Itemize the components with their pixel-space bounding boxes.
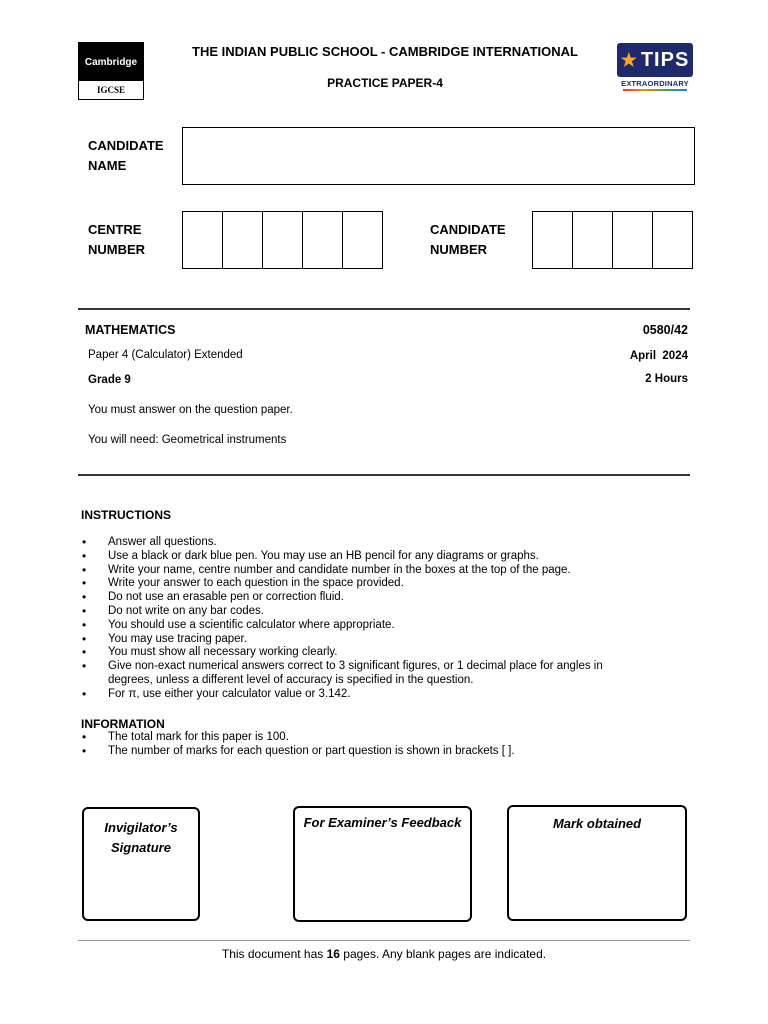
- paper-title: PRACTICE PAPER-4: [327, 76, 443, 90]
- equipment-note: You will need: Geometrical instruments: [88, 434, 287, 446]
- cambridge-logo-text: Cambridge: [79, 43, 143, 81]
- candidate-name-label: CANDIDATE NAME: [88, 138, 164, 173]
- candidate-number-cell[interactable]: [532, 211, 573, 269]
- tips-logo: [617, 43, 693, 93]
- igcse-logo-text: IGCSE: [96, 85, 125, 95]
- instruction-item: • Do not use an erasable pen or correction fluid.: [82, 591, 642, 605]
- invigilator-label: Invigilator’s: [104, 820, 178, 835]
- tips-logo-text: TIPS: [640, 48, 690, 71]
- instruction-item: • You must show all necessary working clearly.: [82, 646, 642, 660]
- instruction-item: • Write your answer to each question in the space provided.: [82, 577, 642, 591]
- candidate-number-cell[interactable]: [572, 211, 613, 269]
- cambridge-logo: [78, 42, 144, 100]
- mark-obtained-label: Mark obtained: [552, 816, 642, 831]
- examiner-feedback-box[interactable]: [293, 806, 472, 922]
- answer-note: You must answer on the question paper.: [88, 404, 293, 416]
- centre-number-cell[interactable]: [222, 211, 263, 269]
- exam-year: 2024: [662, 350, 688, 362]
- centre-number-label: CENTRE NUMBER: [88, 222, 146, 257]
- instruction-item: • You should use a scientific calculator where appropriate.: [82, 619, 642, 633]
- information-item: • The number of marks for each question or part question is shown in brackets [ ].: [82, 745, 642, 759]
- paper-description: Paper 4 (Calculator) Extended: [88, 349, 243, 361]
- signature-label: Signature: [111, 840, 171, 855]
- tips-color-bar: [623, 89, 687, 91]
- school-title: THE INDIAN PUBLIC SCHOOL - CAMBRIDGE INTERNATIONAL: [192, 44, 578, 59]
- instruction-item: • Do not write on any bar codes.: [82, 605, 642, 619]
- instruction-item: • Write your name, centre number and candidate number in the boxes at the top of the page.: [82, 564, 642, 578]
- instruction-item: • For π, use either your calculator value or 3.142.: [82, 688, 642, 702]
- instructions-heading: INSTRUCTIONS: [81, 508, 171, 522]
- invigilator-signature-box[interactable]: [82, 807, 200, 921]
- centre-number-cell[interactable]: [302, 211, 343, 269]
- duration-label: 2 Hours: [645, 373, 688, 385]
- star-icon: ★: [620, 49, 638, 70]
- candidate-number-label: CANDIDATE NUMBER: [430, 222, 506, 257]
- candidate-number-boxes: [532, 211, 693, 269]
- instruction-item: • Answer all questions.: [82, 536, 642, 550]
- grade-label: Grade 9: [88, 374, 131, 386]
- examiner-feedback-label: For Examiner’s Feedback: [303, 815, 462, 830]
- subject-title: MATHEMATICS: [85, 323, 176, 337]
- divider-bottom: [78, 474, 690, 476]
- paper-code: 0580/42: [642, 323, 688, 337]
- centre-number-boxes: [182, 211, 383, 269]
- exam-date: [630, 348, 688, 362]
- candidate-name-field[interactable]: [182, 127, 695, 185]
- centre-number-cell[interactable]: [182, 211, 223, 269]
- centre-number-cell[interactable]: [342, 211, 383, 269]
- page-count-note: This document has 16 pages. Any blank pages are indicated.: [221, 947, 547, 961]
- centre-number-cell[interactable]: [262, 211, 303, 269]
- instruction-item: • Use a black or dark blue pen. You may use an HB pencil for any diagrams or graphs.: [82, 550, 642, 564]
- information-heading: INFORMATION: [81, 717, 165, 731]
- mark-obtained-box[interactable]: [507, 805, 687, 921]
- information-item: • The total mark for this paper is 100.: [82, 731, 642, 745]
- instructions-list: [82, 536, 642, 702]
- information-list: [82, 731, 642, 759]
- tips-tagline: EXTRAORDINARY: [621, 79, 689, 88]
- exam-month: April: [629, 350, 657, 362]
- candidate-number-cell[interactable]: [652, 211, 693, 269]
- candidate-number-cell[interactable]: [612, 211, 653, 269]
- divider-top: [78, 308, 690, 310]
- footer-divider: [78, 940, 690, 941]
- page-count: 16: [326, 947, 340, 961]
- instruction-item: • Give non-exact numerical answers correct to 3 significant figures, or 1 decimal place for angles in degrees, unless a different level of accuracy is specified in the question.: [82, 660, 642, 688]
- instruction-item: • You may use tracing paper.: [82, 633, 642, 647]
